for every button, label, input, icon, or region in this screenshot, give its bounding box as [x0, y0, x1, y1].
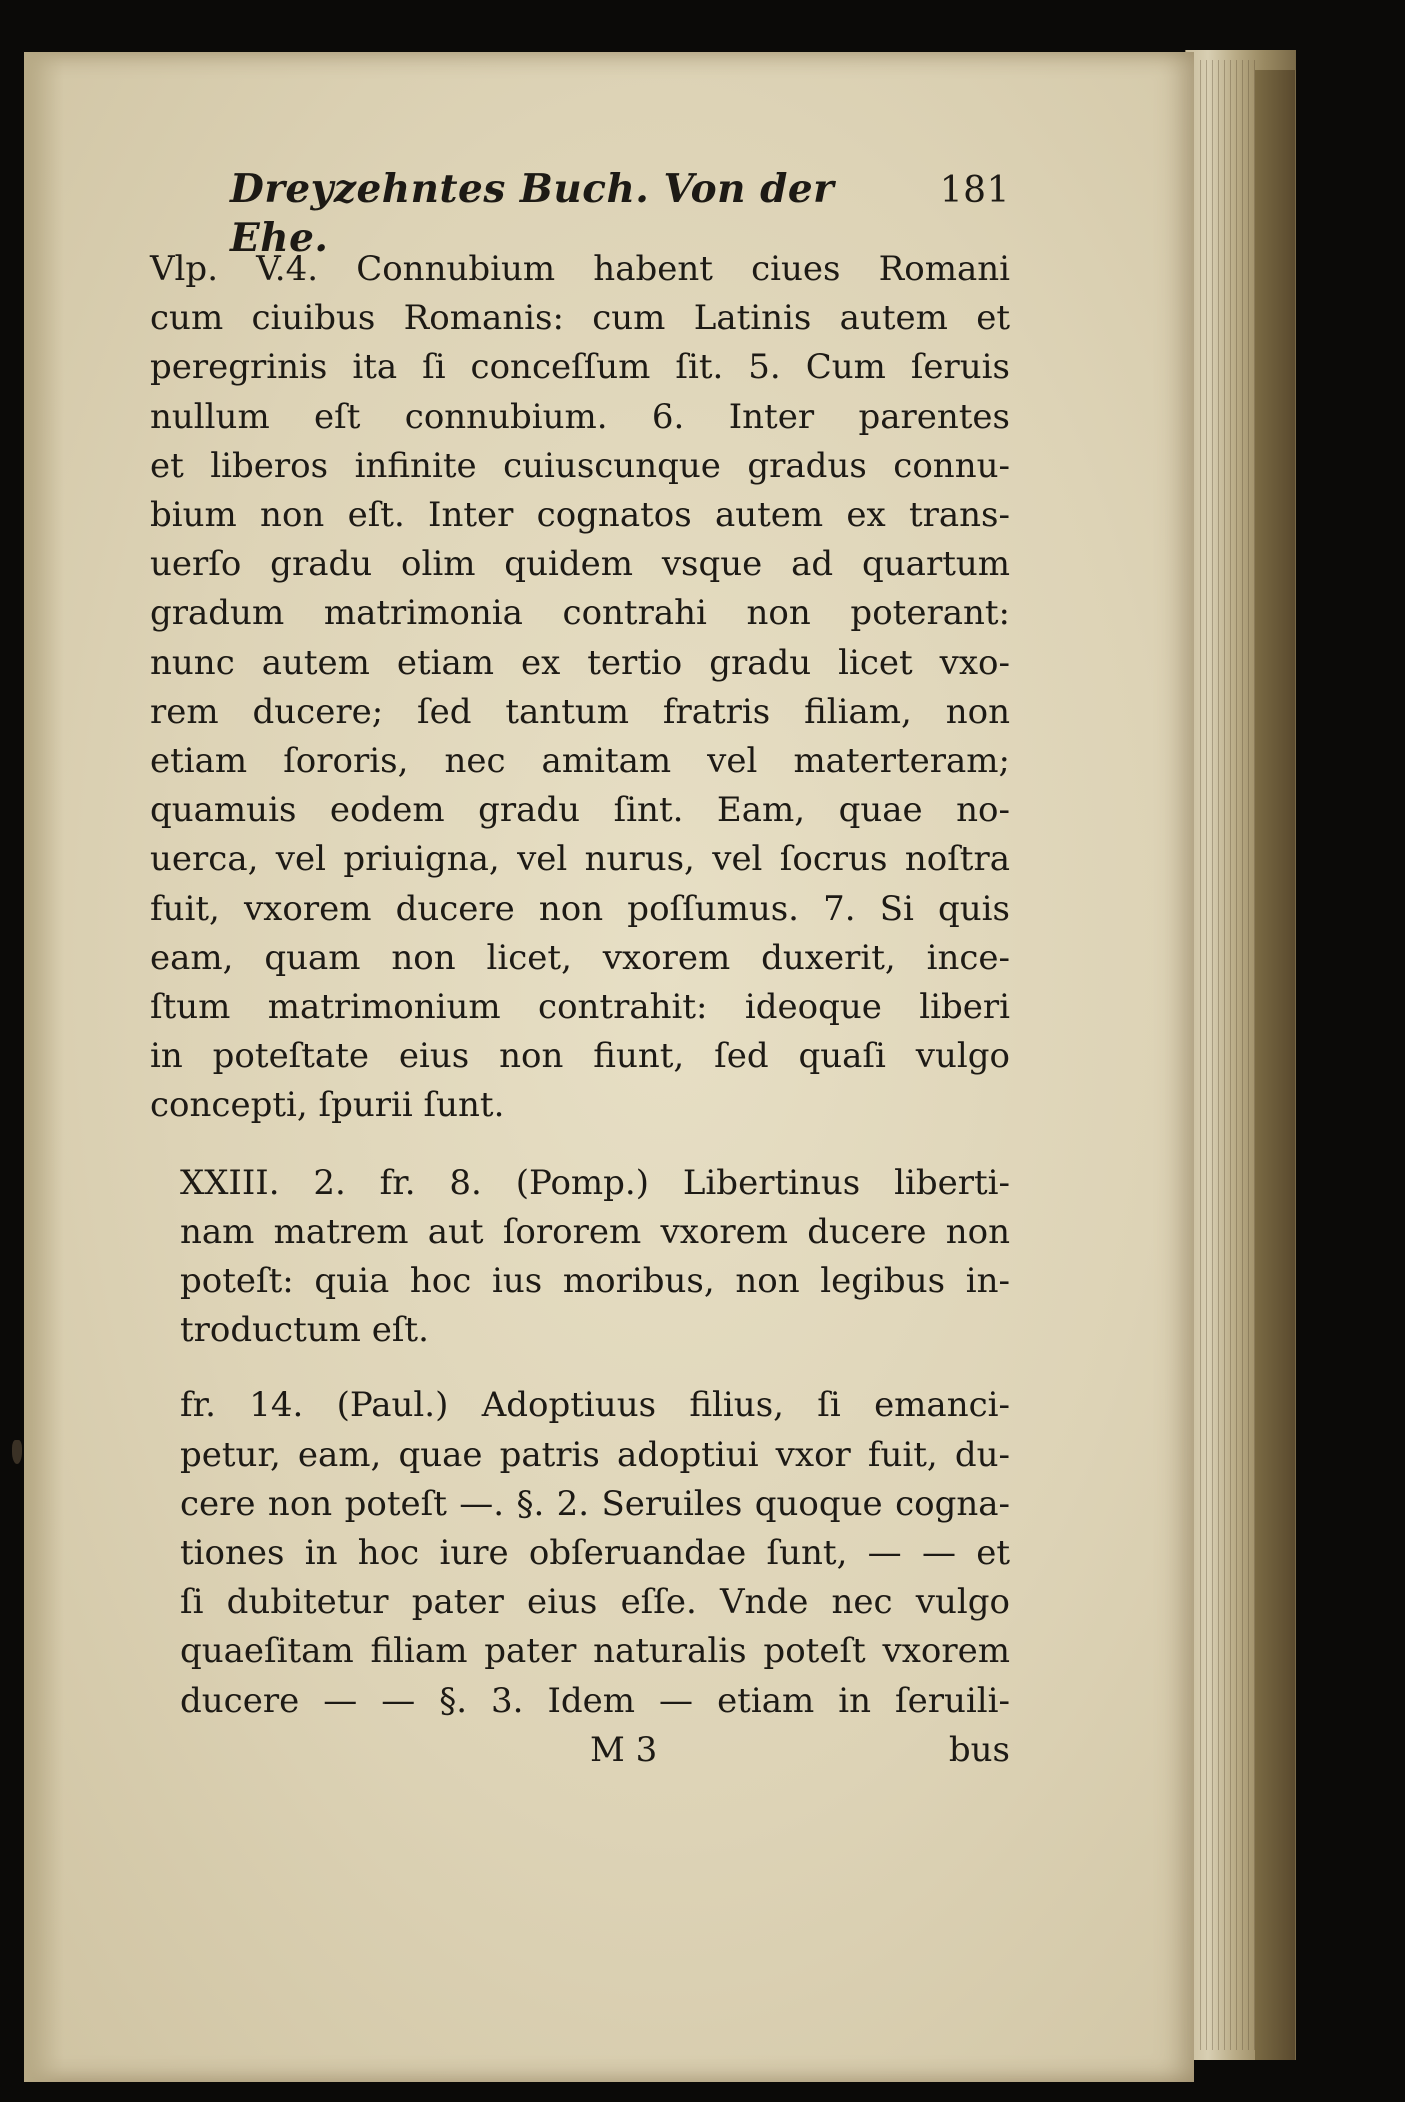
text-line: quaeſitam filiam pater naturalis poteſt vxorem — [180, 1631, 1010, 1672]
paragraph-vlp — [150, 245, 1010, 1131]
running-header — [230, 165, 1010, 262]
text-line: gradum matrimonia contrahi non poterant: — [150, 593, 1010, 634]
text-line: peregrinis ita ſi conceſſum ſit. 5. Cum ſeruis — [150, 347, 1010, 388]
paragraph-xxiii — [150, 1159, 1010, 1356]
book-cover-edge — [1255, 70, 1295, 2060]
margin-mark — [12, 1440, 22, 1464]
text-line: concepti, ſpurii ſunt. — [150, 1085, 505, 1126]
page-text — [150, 165, 1010, 1775]
text-line: nullum eſt connubium. 6. Inter parentes — [150, 396, 1010, 437]
text-line: petur, eam, quae patris adoptiui vxor fuit, du- — [180, 1434, 1010, 1475]
text-line: Vlp. V.4. Connubium habent ciues Romani — [150, 249, 1010, 289]
paragraph-fr14 — [150, 1381, 1010, 1725]
text-line: nunc autem etiam ex tertio gradu licet vxo- — [150, 642, 1010, 683]
text-line: et liberos infinite cuiuscunque gradus connu- — [150, 445, 1010, 486]
page-footer — [150, 1726, 1010, 1775]
text-line: ſi dubitetur pater eius eſſe. Vnde nec vulgo — [180, 1582, 1010, 1623]
text-line: fr. 14. (Paul.) Adoptiuus filius, ſi emanci- — [180, 1385, 1010, 1426]
text-line: cere non poteſt —. §. 2. Seruiles quoque cogna- — [180, 1483, 1010, 1524]
catchword: bus — [948, 1729, 1010, 1770]
text-line: eam, quam non licet, vxorem duxerit, ince- — [150, 937, 1010, 978]
text-line: uerſo gradu olim quidem vsque ad quartum — [150, 544, 1010, 585]
text-line: quamuis eodem gradu ſint. Eam, quae no- — [150, 790, 1010, 831]
text-line: XXIII. 2. fr. 8. (Pomp.) Libertinus liberti- — [180, 1162, 1010, 1203]
page-number: 181 — [939, 170, 1010, 211]
text-line: cum ciuibus Romanis: cum Latinis autem et — [150, 298, 1010, 339]
text-line: nam matrem aut ſororem vxorem ducere non — [180, 1211, 1010, 1252]
text-line: troductum eſt. — [180, 1310, 429, 1351]
text-line: bium non eſt. Inter cognatos autem ex trans- — [150, 495, 1010, 536]
text-line: poteſt: quia hoc ius moribus, non legibus in- — [180, 1261, 1010, 1302]
text-line: etiam ſororis, nec amitam vel materteram; — [150, 741, 1010, 782]
text-line: rem ducere; ſed tantum fratris filiam, non — [150, 691, 1010, 732]
page-stack-lines — [1200, 60, 1260, 2050]
running-title: Dreyzehntes Buch. Von der Ehe. — [230, 166, 835, 262]
text-line: tiones in hoc iure obſeruandae ſunt, — — et — [180, 1533, 1010, 1574]
text-line: in poteſtate eius non fiunt, ſed quaſi vulgo — [150, 1036, 1010, 1077]
page-gutter — [24, 52, 64, 2082]
text-line: uerca, vel priuigna, vel nurus, vel ſocrus noſtra — [150, 839, 1010, 880]
signature-mark: M 3 — [590, 1729, 658, 1770]
text-line: fuit, vxorem ducere non poſſumus. 7. Si quis — [150, 888, 1010, 929]
text-line: ducere — — §. 3. Idem — etiam in ſeruili- — [180, 1680, 1010, 1721]
text-line: ſtum matrimonium contrahit: ideoque liberi — [150, 987, 1010, 1028]
